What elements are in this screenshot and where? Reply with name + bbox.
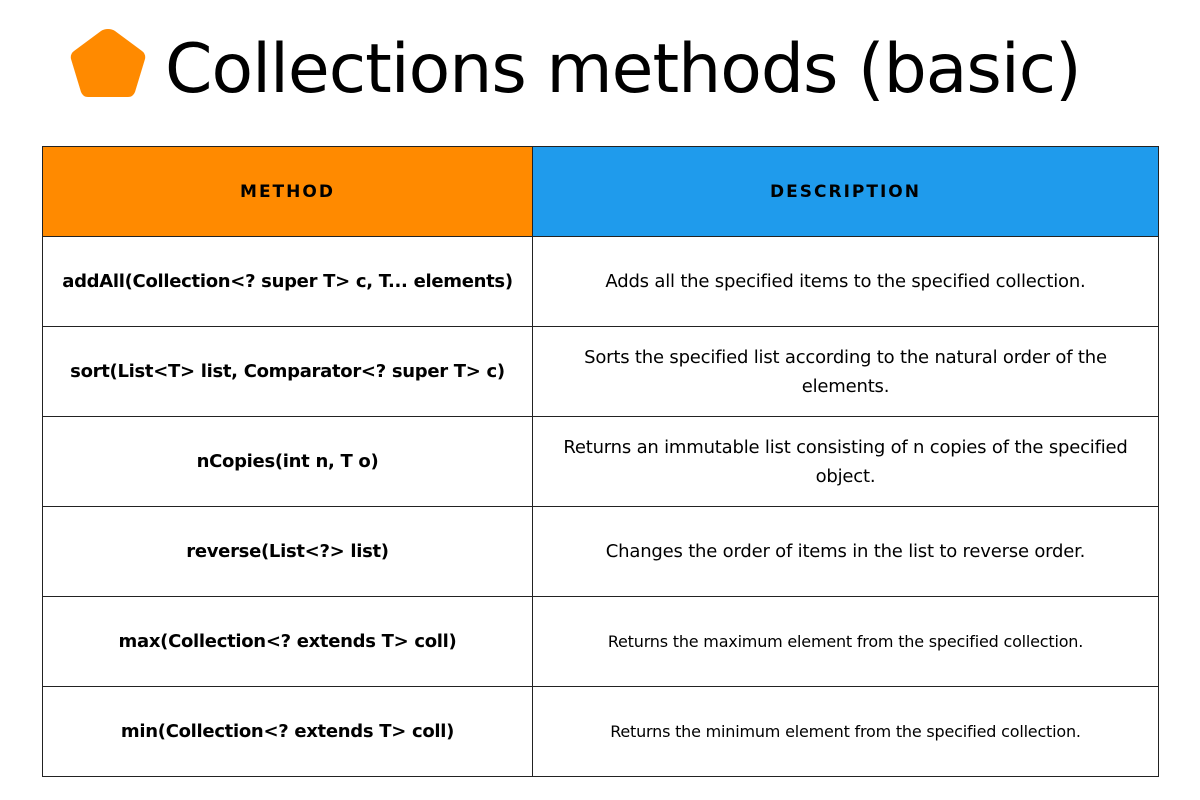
- pentagon-icon: [68, 26, 148, 102]
- header: [0, 0, 1200, 140]
- description-cell: Changes the order of items in the list to reverse order.: [533, 507, 1159, 597]
- table-row: [43, 237, 1159, 327]
- table-row: [43, 327, 1159, 417]
- table-row: [43, 417, 1159, 507]
- description-cell: Sorts the specified list according to the natural order of the elements.: [533, 327, 1159, 417]
- method-cell: nCopies(int n, T o): [43, 417, 533, 507]
- method-cell: addAll(Collection<? super T> c, T... elements): [43, 237, 533, 327]
- table-row: [43, 507, 1159, 597]
- table-row: [43, 597, 1159, 687]
- description-column-header: DESCRIPTION: [533, 147, 1159, 237]
- method-cell: max(Collection<? extends T> coll): [43, 597, 533, 687]
- page-title: Collections methods (basic): [165, 30, 1081, 109]
- table-row: [43, 687, 1159, 777]
- table-header-row: [43, 147, 1159, 237]
- method-cell: reverse(List<?> list): [43, 507, 533, 597]
- description-cell: Returns the maximum element from the specified collection.: [533, 597, 1159, 687]
- method-column-header: METHOD: [43, 147, 533, 237]
- methods-table: [42, 146, 1159, 777]
- method-cell: sort(List<T> list, Comparator<? super T> c): [43, 327, 533, 417]
- description-cell: Adds all the specified items to the specified collection.: [533, 237, 1159, 327]
- description-cell: Returns an immutable list consisting of n copies of the specified object.: [533, 417, 1159, 507]
- method-cell: min(Collection<? extends T> coll): [43, 687, 533, 777]
- description-cell: Returns the minimum element from the specified collection.: [533, 687, 1159, 777]
